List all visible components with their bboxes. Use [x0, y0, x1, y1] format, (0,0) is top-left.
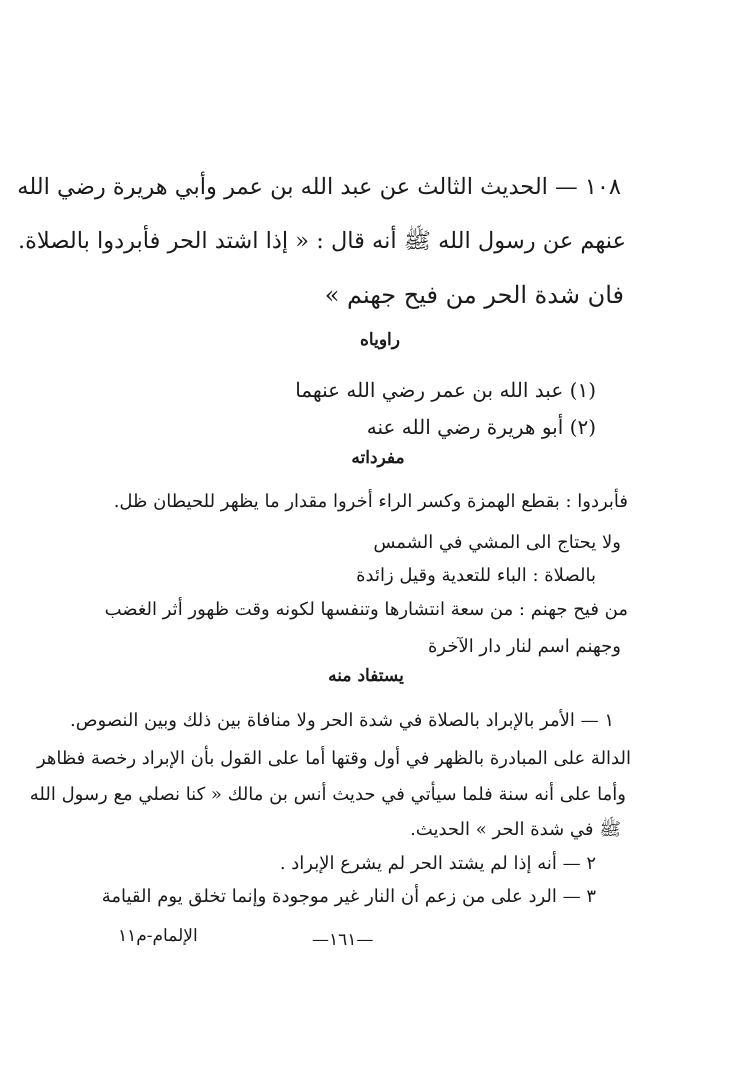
- vocabulary-line-3: بالصلاة : الباء للتعدية وقيل زائدة: [356, 565, 596, 586]
- lesson-line-1: ١ — الأمر بالإبراد بالصلاة في شدة الحر ولا منافاة بين ذلك وبين النصوص.: [70, 710, 614, 731]
- narrator-item-2: (٢) أبو هريرة رضي الله عنه: [366, 415, 596, 439]
- hadith-line-3: فان شدة الحر من فيح جهنم »: [324, 281, 624, 309]
- lessons-heading: يستفاد منه: [328, 666, 404, 686]
- vocabulary-heading: مفرداته: [351, 448, 405, 468]
- lesson-line-2: الدالة على المبادرة بالظهر في أول وقتها أما على القول بأن الإبراد رخصة فظاهر: [36, 748, 631, 769]
- page-number: —١٦١—: [312, 930, 374, 950]
- narrator-item-1: (١) عبد الله بن عمر رضي الله عنهما: [295, 378, 596, 402]
- hadith-line-1: ١٠٨ — الحديث الثالث عن عبد الله بن عمر وأبي هريرة رضي الله: [17, 174, 621, 200]
- vocabulary-line-1: فأبردوا : بقطع الهمزة وكسر الراء أخروا مقدار ما يظهر للحيطان ظل.: [113, 491, 628, 512]
- lesson-line-3: وأما على أنه سنة فلما سيأتي في حديث أنس بن مالك « كنا نصلي مع رسول الله: [29, 784, 626, 805]
- lesson-line-5: ٢ — أنه إذا لم يشتد الحر لم يشرع الإبراد .: [279, 853, 596, 874]
- vocabulary-line-4: من فيح جهنم : من سعة انتشارها وتنفسها لكونه وقت ظهور أثر الغضب: [104, 599, 628, 620]
- lesson-line-4: ﷺ في شدة الحر » الحديث.: [410, 819, 621, 840]
- vocabulary-line-5: وجهنم اسم لنار دار الآخرة: [427, 636, 621, 657]
- lesson-line-6: ٣ — الرد على من زعم أن النار غير موجودة وإنما تخلق يوم القيامة: [101, 886, 596, 907]
- signature-mark: الإلمام-م١١: [118, 926, 198, 946]
- narrators-heading: راوياه: [360, 330, 400, 350]
- hadith-line-2: عنهم عن رسول الله ﷺ أنه قال : « إذا اشتد الحر فأبردوا بالصلاة.: [17, 228, 626, 254]
- vocabulary-line-2: ولا يحتاج الى المشي في الشمس: [373, 532, 621, 553]
